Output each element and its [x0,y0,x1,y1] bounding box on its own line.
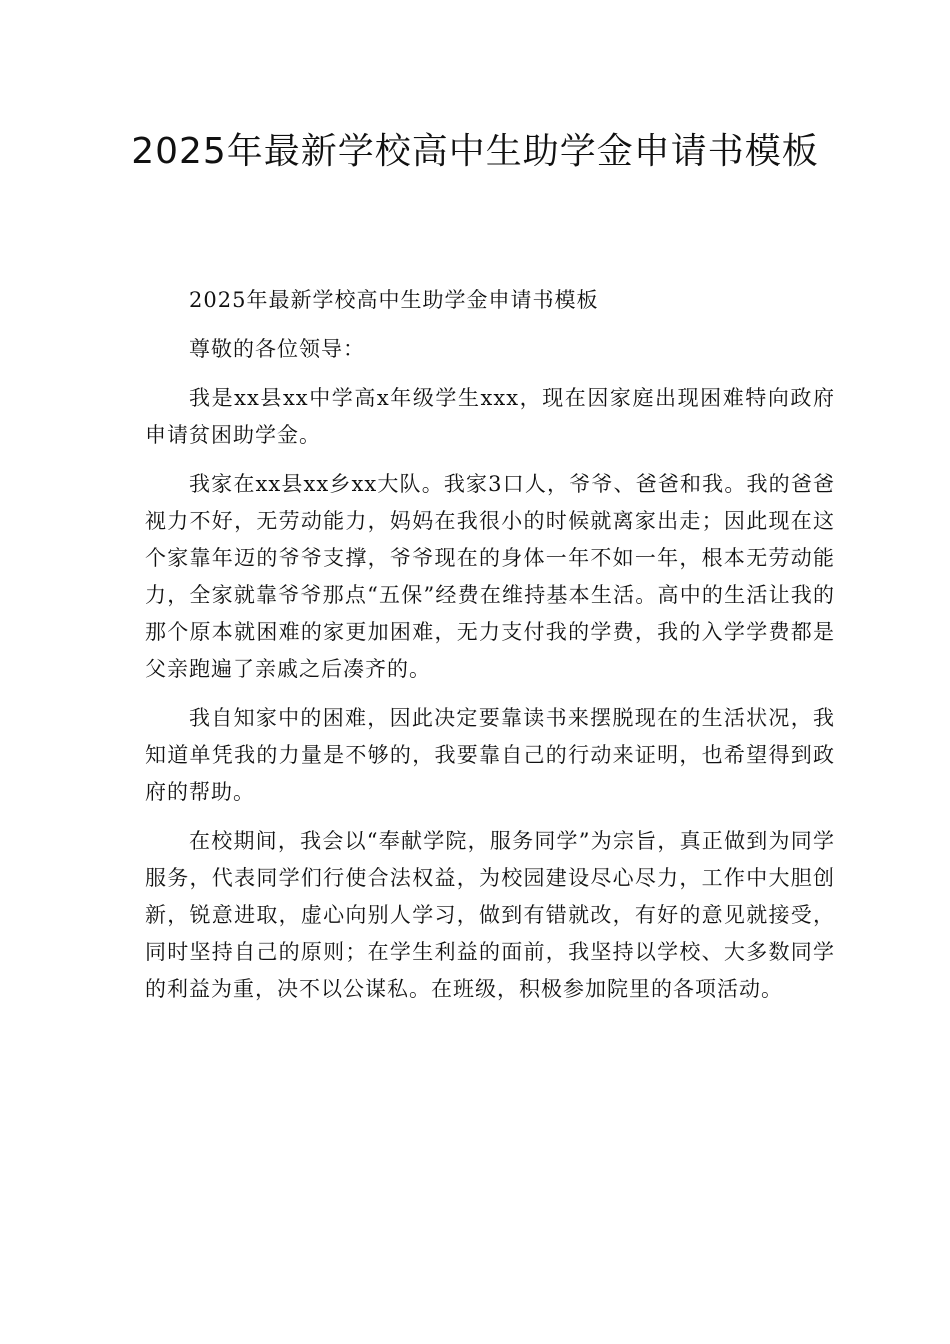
paragraph-salutation: 尊敬的各位领导： [189,337,365,361]
paragraph-introduction: 我是xx县xx中学高x年级学生xxx，现在因家庭出现困难特向政府申请贫困助学金。 [145,386,835,447]
paragraph-family-situation: 我家在xx县xx乡xx大队。我家3口人，爷爷、爸爸和我。我的爸爸视力不好，无劳动能力，妈妈在我很小的时候就离家出走；因此现在这个家靠年迈的爷爷支撑，爷爷现在的身体一年不如一年，根本无劳动能力，全家就靠爷爷那点“五保”经费在维持基本生活。高中的生活让我的那个原本就困难的家更加困难，无力支付我的学费，我的入学学费都是父亲跑遍了亲戚之后凑齐的。 [145,472,835,681]
paragraph-heading: 2025年最新学校高中生助学金申请书模板 [189,288,599,312]
document-body [145,282,835,1020]
document-title: 2025年最新学校高中生助学金申请书模板 [131,131,819,172]
paragraph-school-commitment: 在校期间，我会以“奉献学院，服务同学”为宗旨，真正做到为同学服务，代表同学们行使合法权益，为校园建设尽心尽力，工作中大胆创新，锐意进取，虚心向别人学习，做到有错就改，有好的意见就接受，同时坚持自己的原则；在学生利益的面前，我坚持以学校、大多数同学的利益为重，决不以公谋私。在班级，积极参加院里的各项活动。 [145,829,835,1001]
paragraph-determination: 我自知家中的困难，因此决定要靠读书来摆脱现在的生活状况，我知道单凭我的力量是不够的，我要靠自己的行动来证明，也希望得到政府的帮助。 [145,706,835,804]
